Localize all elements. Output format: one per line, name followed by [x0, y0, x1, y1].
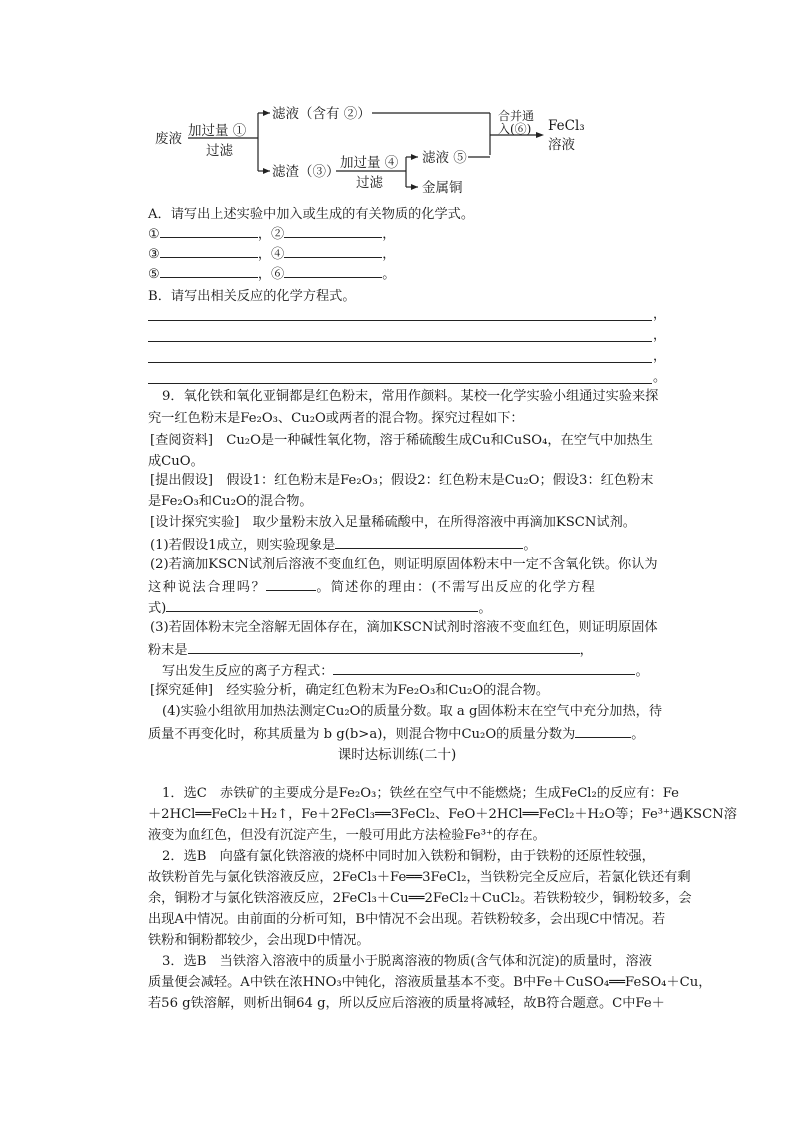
- blank-ionic-equation[interactable]: [333, 661, 635, 675]
- period: 。: [523, 538, 537, 553]
- blank-phenomenon[interactable]: [335, 535, 523, 549]
- answer-line: 2．选B 向盛有氯化铁溶液的烧杯中同时加入铁粉和铜粉，由于铁粉的还原性较强，: [162, 849, 655, 864]
- answer-line: 质量便会减轻。A中铁在浓HNO₃中钝化，溶液质量基本不变。B中Fe＋CuSO₄══FeSO₄＋Cu，: [148, 975, 712, 990]
- q9-line: (2)若滴加KSCN试剂后溶液不变血红色，则证明原固体粉末中一定不含氧化铁。你认为: [150, 557, 658, 572]
- label-1: ①: [148, 227, 160, 242]
- flow-residue: 滤渣（③）: [272, 164, 340, 180]
- period: 。: [382, 267, 396, 282]
- flow-step1-bottom: 过滤: [206, 143, 233, 159]
- comma: ，: [653, 328, 667, 343]
- equation-line-4[interactable]: [148, 383, 652, 384]
- period: 。: [653, 370, 667, 385]
- blank-2[interactable]: [284, 224, 382, 238]
- q9-question-4: [148, 724, 658, 744]
- flow-filtrate-top: 滤液（含有 ②）: [272, 106, 371, 122]
- q9-text: 质量不再变化时，称其质量为 b g(b>a)，则混合物中Cu₂O的质量分数为: [148, 727, 576, 742]
- blank-powder[interactable]: [188, 640, 580, 654]
- answer-line: 1．选C 赤铁矿的主要成分是Fe₂O₃；铁丝在空气中不能燃烧；生成FeCl₂的反应有：Fe: [162, 786, 679, 801]
- q9-line: 成CuO。: [148, 454, 204, 469]
- equation-line-2[interactable]: [148, 341, 652, 342]
- blank-1[interactable]: [160, 224, 258, 238]
- answer-line: 余，铜粉才与氯化铁溶液反应，2FeCl₃＋Cu══2FeCl₂＋CuCl₂。若铁粉较少，铜粉较多，会: [148, 891, 692, 906]
- blank-reasonable[interactable]: [266, 577, 316, 591]
- equation-line-1[interactable]: [148, 320, 652, 321]
- answer-line: ＋2HCl══FeCl₂＋H₂↑，Fe＋2FeCl₃══3FeCl₂、FeO＋2HCl══FeCl₂＋H₂O等；Fe³⁺遇KSCN溶: [148, 807, 737, 822]
- q9-line: (3)若固体粉末完全溶解无固体存在，滴加KSCN试剂时溶液不变血红色，则证明原固体: [150, 620, 658, 635]
- comma: ，: [382, 247, 396, 262]
- label-2: ②: [271, 227, 285, 242]
- q9-text: 式): [148, 601, 167, 616]
- flow-start: 废液: [155, 131, 182, 147]
- q9-line: 是Fe₂O₃和Cu₂O的混合物。: [148, 494, 313, 509]
- q9-line: [探究延伸] 经实验分析，确定红色粉末为Fe₂O₃和Cu₂O的混合物。: [150, 683, 550, 698]
- answer-line: 若56 g铁溶解，则析出铜64 g，所以反应后溶液的质量将减轻，故B符合题意。C中Fe＋: [148, 996, 665, 1011]
- comma: ，: [579, 643, 593, 658]
- label-5: ⑤: [148, 267, 160, 282]
- period: 。: [478, 601, 492, 616]
- q9-question-2-reason: [148, 598, 658, 618]
- comma: ，: [653, 307, 667, 322]
- q9-text: 。简述你的理由：(不需写出反应的化学方程: [316, 580, 597, 595]
- blank-5[interactable]: [160, 264, 258, 278]
- q9-text: 粉末是: [148, 643, 188, 658]
- q9-question-1: [150, 535, 658, 555]
- equation-line-3[interactable]: [148, 362, 652, 363]
- label-4: ④: [271, 247, 285, 262]
- answer-line: 故铁粉首先与氯化铁溶液反应，2FeCl₃＋Fe══3FeCl₂，当铁粉完全反应后，若氯化铁还有剩: [148, 870, 691, 885]
- q9-line: [设计探究实验] 取少量粉末放入足量稀硫酸中，在所得溶液中再滴加KSCN试剂。: [150, 515, 636, 530]
- answers-title: 课时达标训练(二十): [337, 747, 457, 763]
- flow-merge-bottom: 入(⑥): [498, 122, 532, 136]
- q9-line: 究一红色粉末是Fe₂O₃、Cu₂O或两者的混合物。探究过程如下：: [148, 411, 524, 426]
- period: 。: [635, 664, 649, 679]
- blank-3[interactable]: [160, 244, 258, 258]
- flow-product-top: FeCl₃: [548, 118, 585, 134]
- blank-mass-fraction[interactable]: [575, 724, 631, 738]
- blank-4[interactable]: [284, 244, 382, 258]
- comma: ，: [382, 227, 396, 242]
- q9-question-2: [148, 577, 658, 597]
- q9-line: 9．氧化铁和氧化亚铜都是红色粉末，常用作颜料。某校一化学实验小组通过实验来探: [162, 389, 659, 404]
- label-6: ⑥: [271, 267, 285, 282]
- period: 。: [631, 727, 645, 742]
- q9-text: 这种说法合理吗？: [148, 580, 267, 595]
- answer-row-1: [148, 224, 658, 244]
- comma: ，: [257, 227, 272, 242]
- comma: ，: [257, 267, 272, 282]
- question-a-prompt: A．请写出上述实验中加入或生成的有关物质的化学式。: [148, 207, 475, 222]
- answer-line: 液变为血红色，但没有沉淀产生，一般可用此方法检验Fe³⁺的存在。: [148, 828, 546, 843]
- q9-question-3: [148, 640, 658, 660]
- flow-copper: 金属铜: [422, 180, 463, 196]
- question-b-prompt: B．请写出相关反应的化学方程式。: [148, 289, 356, 304]
- comma: ，: [653, 349, 667, 364]
- flow-merge-top: 合并通: [498, 109, 535, 123]
- answer-line: 铁粉和铜粉都较少，会出现D中情况。: [148, 933, 370, 948]
- q9-text: 写出发生反应的离子方程式：: [162, 664, 334, 679]
- flow-step2-bottom: 过滤: [356, 175, 383, 191]
- blank-reason[interactable]: [166, 598, 478, 612]
- answer-line: 3．选B 当铁溶入溶液中的质量小于脱离溶液的物质(含气体和沉淀)的质量时，溶液: [162, 954, 652, 969]
- flow-step2-top: 加过量 ④: [340, 155, 399, 171]
- label-3: ③: [148, 247, 160, 262]
- comma: ，: [257, 247, 272, 262]
- flow-product-bottom: 溶液: [548, 137, 575, 153]
- answer-row-2: [148, 244, 658, 264]
- answer-row-3: [148, 264, 658, 284]
- flow-filtrate5: 滤液 ⑤: [422, 150, 467, 166]
- q9-line: [提出假设] 假设1：红色粉末是Fe₂O₃；假设2：红色粉末是Cu₂O；假设3：红色粉末: [150, 473, 654, 488]
- flow-step1-top: 加过量 ①: [188, 123, 247, 139]
- q9-question-3-equation: [162, 661, 658, 681]
- blank-6[interactable]: [284, 264, 382, 278]
- q9-text: (1)若假设1成立，则实验现象是: [150, 538, 336, 553]
- q9-line: (4)实验小组欲用加热法测定Cu₂O的质量分数。取 a g固体粉末在空气中充分加热，待: [162, 704, 663, 719]
- q9-line: [查阅资料] Cu₂O是一种碱性氧化物，溶于稀硫酸生成Cu和CuSO₄，在空气中加热生: [150, 433, 653, 448]
- answer-line: 出现A中情况。由前面的分析可知，B中情况不会出现。若铁粉较多，会出现C中情况。若: [148, 912, 666, 927]
